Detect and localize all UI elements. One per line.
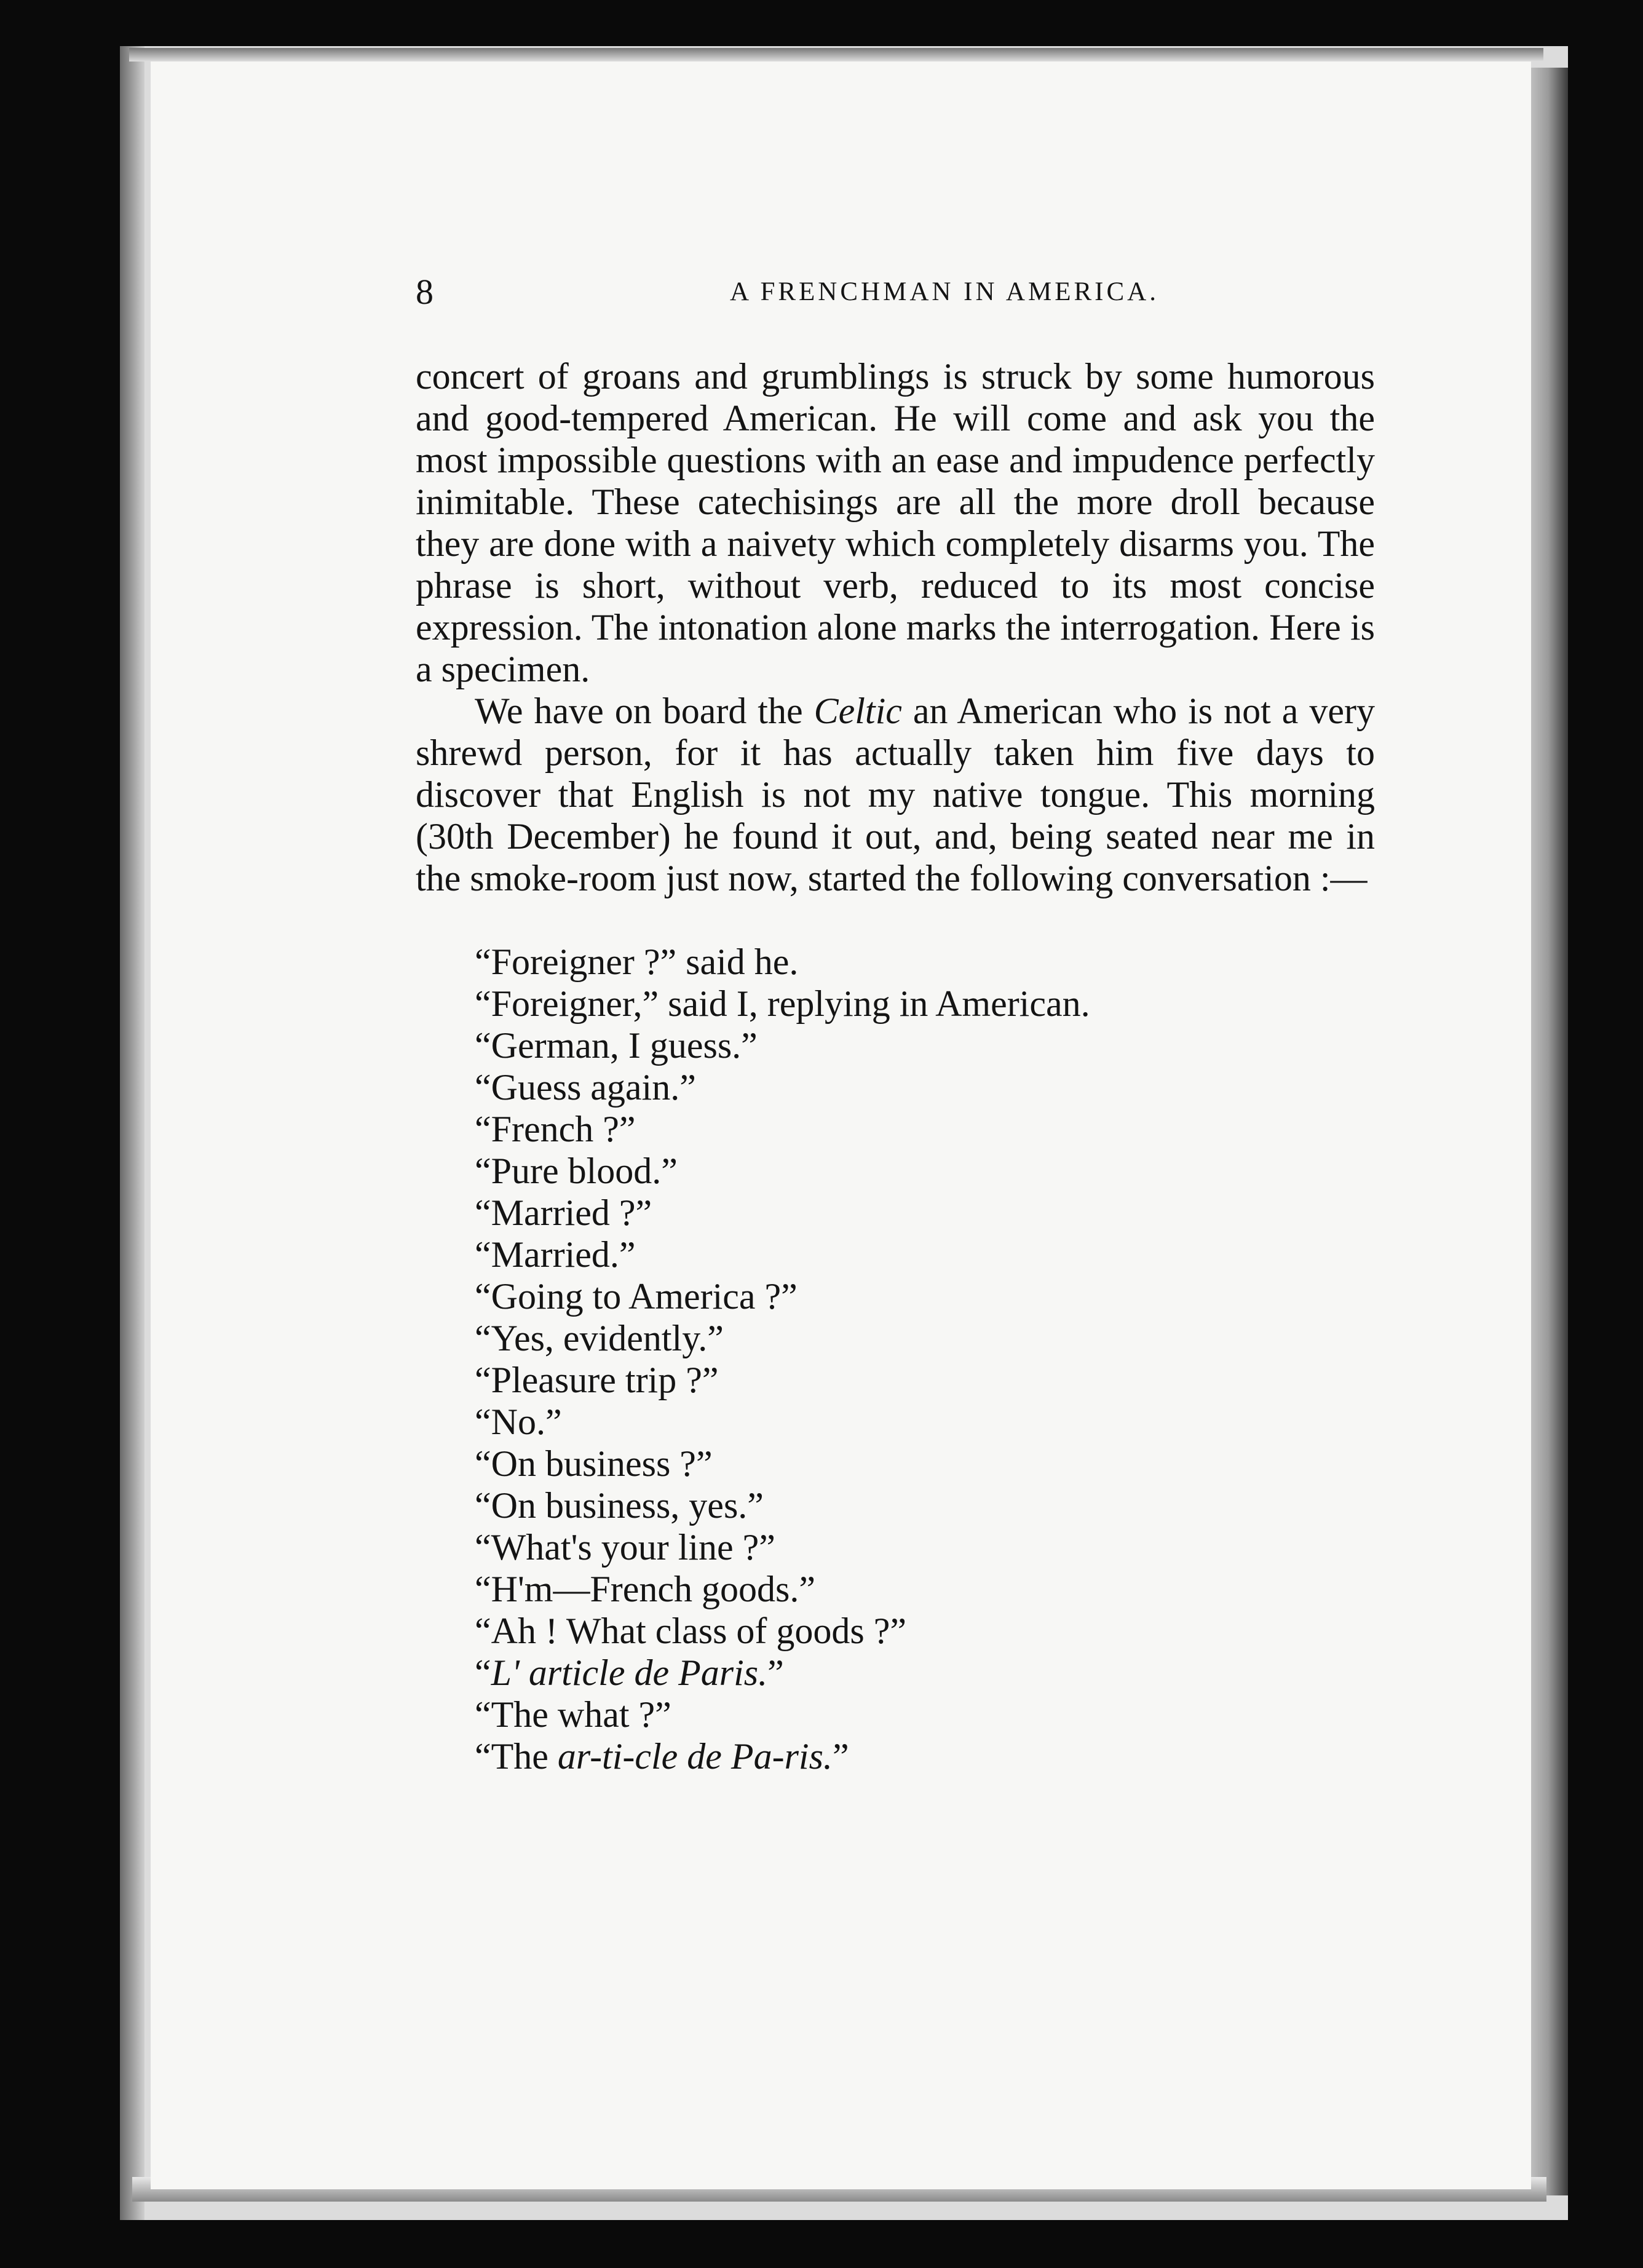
dialogue: [416, 941, 1375, 1777]
dialogue-line-16: “H'm—French goods.”: [475, 1569, 816, 1609]
dialogue-line-7: “Married ?”: [475, 1192, 652, 1233]
dialogue-line-5: “French ?”: [475, 1109, 636, 1149]
dialogue-line-6: “Pure blood.”: [475, 1151, 678, 1191]
dialogue-line-17: “Ah ! What class of goods ?”: [475, 1611, 907, 1651]
dialogue-line-13: “On business ?”: [475, 1443, 713, 1484]
dialogue-line-18-italic: L' article de Paris.: [491, 1652, 768, 1693]
dialogue-line-2: “Foreigner,” said I, replying in American.: [475, 983, 1090, 1024]
dialogue-line-18-close: ”: [767, 1652, 784, 1693]
dialogue-line-3: “German, I guess.”: [475, 1025, 758, 1066]
paragraph-2-start: We have on board the: [475, 691, 814, 731]
dialogue-line-1: “Foreigner ?” said he.: [475, 942, 799, 982]
paragraph-2: [416, 690, 1375, 899]
dialogue-line-9: “Going to America ?”: [475, 1276, 798, 1317]
dialogue-line-18-open: “: [475, 1652, 491, 1693]
dialogue-line-18: [475, 1652, 1375, 1694]
dialogue-line-10: “Yes, evidently.”: [475, 1318, 724, 1358]
page-text: [416, 355, 1375, 1777]
page-number: 8: [416, 272, 434, 312]
dialogue-line-20-close: ”: [832, 1736, 849, 1777]
paragraph-2-rest: an American who is not a very shrewd person, for it has actually taken him five days to discover that English is not my native tongue. This morning (30th December) he found it out, and, being seated near me in the smoke-room just now, started the following conversation :—: [416, 691, 1375, 898]
page-header: [416, 268, 1375, 317]
dialogue-line-20-start: “The: [475, 1736, 558, 1777]
ship-name: Celtic: [814, 691, 902, 731]
dialogue-line-4: “Guess again.”: [475, 1067, 696, 1108]
dialogue-line-12: “No.”: [475, 1402, 562, 1442]
dialogue-line-20: [475, 1735, 1375, 1777]
page-gutter-shadow: [120, 46, 145, 2220]
paragraph-1: concert of groans and grumblings is struck by some humorous and good-tempered American. He will come and ask you the most impossible questions with an ease and impudence perfectly inimitable. These catechisings are all the more droll because they are done with a naivety which completely disarms you. The phrase is short, without verb, reduced to its most concise expression. The intonation alone marks the interrogation. Here is a specimen.: [416, 356, 1375, 689]
dialogue-line-20-italic: ar-ti-cle de Pa-ris.: [557, 1736, 833, 1777]
dialogue-line-15: “What's your line ?”: [475, 1527, 775, 1568]
running-head: A FRENCHMAN IN AMERICA.: [730, 277, 1159, 306]
page-top-edge: [129, 48, 1543, 61]
dialogue-line-8: “Married.”: [475, 1234, 636, 1275]
dialogue-line-19: “The what ?”: [475, 1694, 671, 1735]
dialogue-line-14: “On business, yes.”: [475, 1485, 764, 1526]
dialogue-line-11: “Pleasure trip ?”: [475, 1360, 719, 1400]
